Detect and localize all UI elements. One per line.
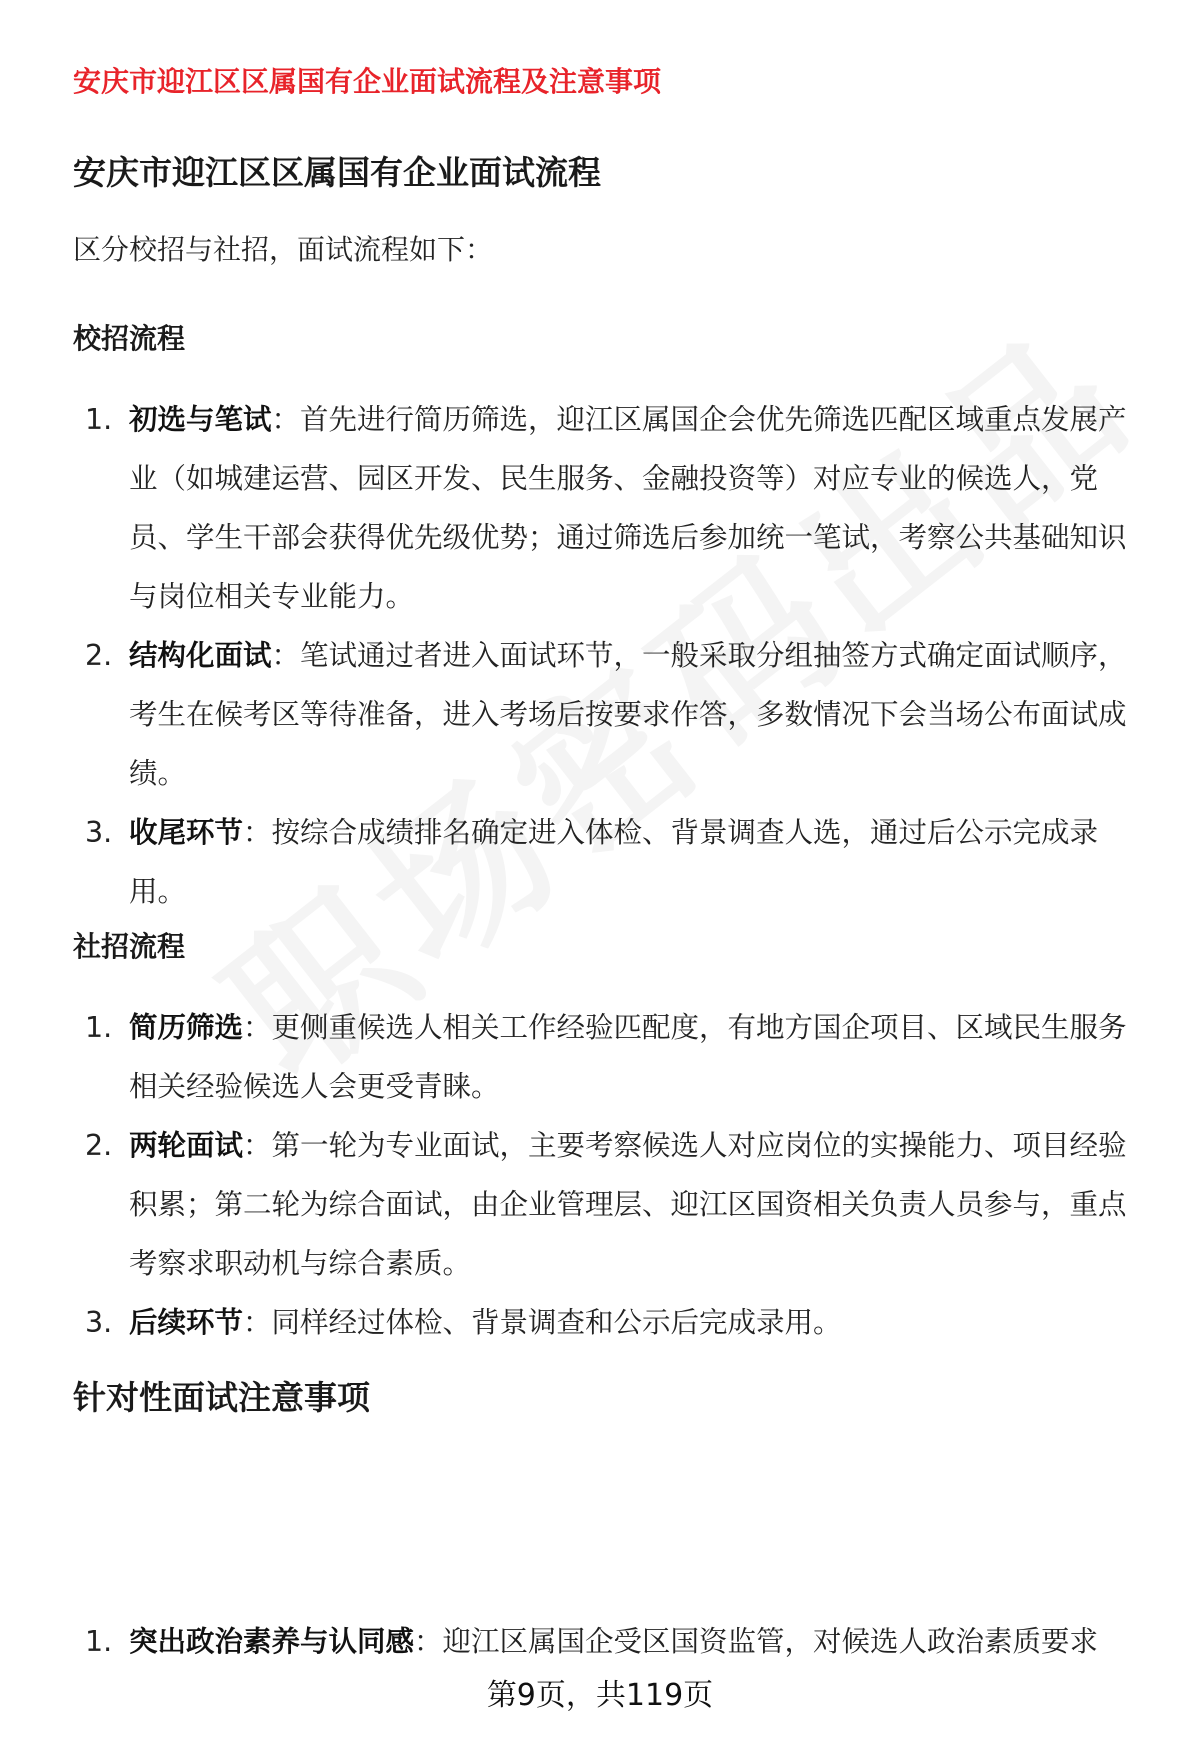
social-heading: 社招流程 [73,930,186,963]
list-item: 3. 后续环节：同样经过体检、背景调查和公示后完成录用。 [85,1306,842,1339]
page-footer: 第9页，共119页 [486,1678,714,1713]
list-item: 2. 结构化面试：笔试通过者进入面试环节，一般采取分组抽签方式确定面试顺序，考生在候考区等待准备，进入考场后按要求作答，多数情况下会当场公布面试成绩。 [85,639,1127,790]
document-title: 安庆市迎江区区属国有企业面试流程及注意事项 [73,65,662,98]
list-item: 1. 简历筛选：更侧重候选人相关工作经验匹配度，有地方国企项目、区域民生服务相关经验候选人会更受青睐。 [85,1011,1127,1103]
list-item: 3. 收尾环节：按综合成绩排名确定进入体检、背景调查人选，通过后公示完成录用。 [85,816,1099,908]
section-heading-process: 安庆市迎江区区属国有企业面试流程 [73,153,601,192]
list-item: 1. 突出政治素养与认同感：迎江区属国企受区国资监管，对候选人政治素质要求 [85,1625,1099,1658]
list-item: 2. 两轮面试：第一轮为专业面试，主要考察候选人对应岗位的实操能力、项目经验积累；第二轮为综合面试，由企业管理层、迎江区国资相关负责人员参与，重点考察求职动机与综合素质。 [85,1129,1127,1280]
intro-paragraph: 区分校招与社招，面试流程如下： [73,233,494,266]
campus-heading: 校招流程 [73,322,186,355]
list-item: 1. 初选与笔试：首先进行简历筛选，迎江区属国企会优先筛选匹配区域重点发展产业（如城建运营、园区开发、民生服务、金融投资等）对应专业的候选人，党员、学生干部会获得优先级优势；通过筛选后参加统一笔试，考察公共基础知识与岗位相关专业能力。 [85,403,1127,613]
notes-list [73,1612,1143,1671]
campus-list [73,390,1143,921]
section-heading-notes: 针对性面试注意事项 [73,1378,370,1417]
social-list [73,998,1143,1352]
